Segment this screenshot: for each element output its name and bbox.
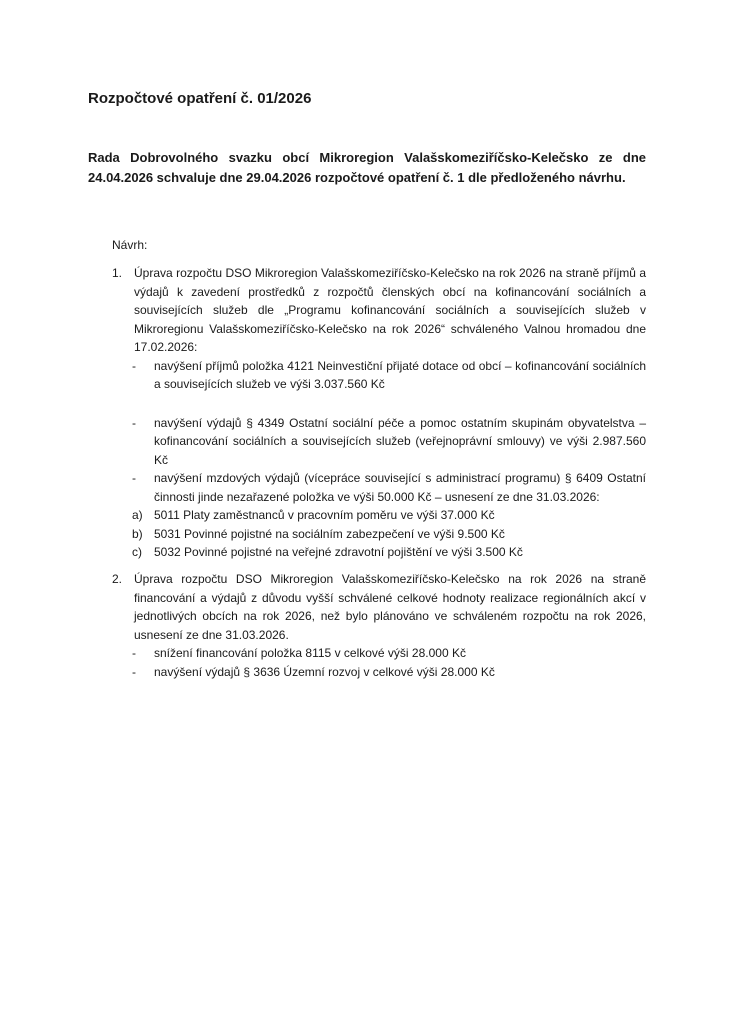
bullet-dash: - bbox=[132, 415, 136, 430]
bullet-dash: - bbox=[132, 664, 136, 679]
subitem-a bbox=[132, 506, 646, 525]
item-2-heading bbox=[112, 570, 646, 644]
bullet-text: snížení financování položka 8115 v celkové výši 28.000 Kč bbox=[154, 646, 466, 660]
item-number: 2. bbox=[112, 572, 123, 586]
subitem-text: 5011 Platy zaměstnanců v pracovním poměru ve výši 37.000 Kč bbox=[154, 508, 495, 522]
bullet-income-increase bbox=[132, 357, 646, 394]
resolution-intro: Rada Dobrovolného svazku obcí Mikroregion Valašskomeziříčsko-Kelečsko ze dne 24.04.2026 schvaluje dne 29.04.2026 rozpočtové opatření č. 1 dle předloženého návrhu. bbox=[88, 150, 646, 185]
subitem-letter: b) bbox=[132, 526, 143, 541]
subitem-b bbox=[132, 525, 646, 544]
item-text: Úprava rozpočtu DSO Mikroregion Valašskomeziříčsko-Kelečsko na rok 2026 na straně financování a výdajů z důvodu vyšší schválené celkové hodnoty realizace regionálních akcí v jednotlivých obcích na rok 2026, než bylo plánováno ve schváleném rozpočtu na rok 2026, usnesení ze dne 31.03.2026. bbox=[134, 572, 646, 642]
document-title: Rozpočtové opatření č. 01/2026 bbox=[88, 90, 312, 107]
bullet-expense-increase bbox=[132, 414, 646, 470]
bullet-text: navýšení mzdových výdajů (vícepráce související s administrací programu) § 6409 Ostatní činnosti jinde nezařazené položka ve výši 50.000 Kč – usnesení ze dne 31.03.2026: bbox=[154, 471, 646, 504]
bullet-dash: - bbox=[132, 646, 136, 660]
bullet-wage-increase bbox=[132, 469, 646, 506]
item-2-bullets bbox=[112, 644, 646, 681]
bullet-dash: - bbox=[132, 471, 136, 485]
proposal-label: Návrh: bbox=[112, 238, 148, 252]
bullet-text: navýšení příjmů položka 4121 Neinvestiční přijaté dotace od obcí – kofinancování sociálních a souvisejících služeb ve výši 3.037.560 Kč bbox=[154, 358, 646, 391]
budget-item-1 bbox=[112, 264, 646, 562]
bullet-text: navýšení výdajů § 3636 Územní rozvoj v celkové výši 28.000 Kč bbox=[154, 664, 495, 679]
subitem-text: 5032 Povinné pojistné na veřejné zdravotní pojištění ve výši 3.500 Kč bbox=[154, 545, 523, 559]
item-1-bullets bbox=[112, 357, 646, 562]
bullet-financing-decrease bbox=[132, 644, 646, 663]
item-number: 1. bbox=[112, 266, 123, 280]
subitem-letter: c) bbox=[132, 545, 142, 559]
subitem-letter: a) bbox=[132, 508, 143, 522]
subitem-text: 5031 Povinné pojistné na sociálním zabezpečení ve výši 9.500 Kč bbox=[154, 526, 505, 541]
bullet-regional-development bbox=[132, 663, 646, 682]
item-text: Úprava rozpočtu DSO Mikroregion Valašskomeziříčsko-Kelečsko na rok 2026 na straně příjmů a výdajů k zavedení prostředků z rozpočtů členských obcí na kofinancování sociálních a souvisejících služeb dle „Programu kofinancování sociálních a souvisejících služeb v Mikroregionu Valašskomeziříčsko-Kelečsko na rok 2026“ schváleného Valnou hromadou dne 17.02.2026: bbox=[134, 266, 646, 354]
item-1-heading bbox=[112, 264, 646, 357]
bullet-text: navýšení výdajů § 4349 Ostatní sociální péče a pomoc ostatním skupinám obyvatelstva – kofinancování sociálních a souvisejících služeb (veřejnoprávní smlouvy) ve výši 2.987.560 Kč bbox=[154, 415, 646, 467]
subitem-c bbox=[132, 543, 646, 562]
budget-item-2 bbox=[112, 570, 646, 681]
bullet-dash: - bbox=[132, 358, 136, 373]
